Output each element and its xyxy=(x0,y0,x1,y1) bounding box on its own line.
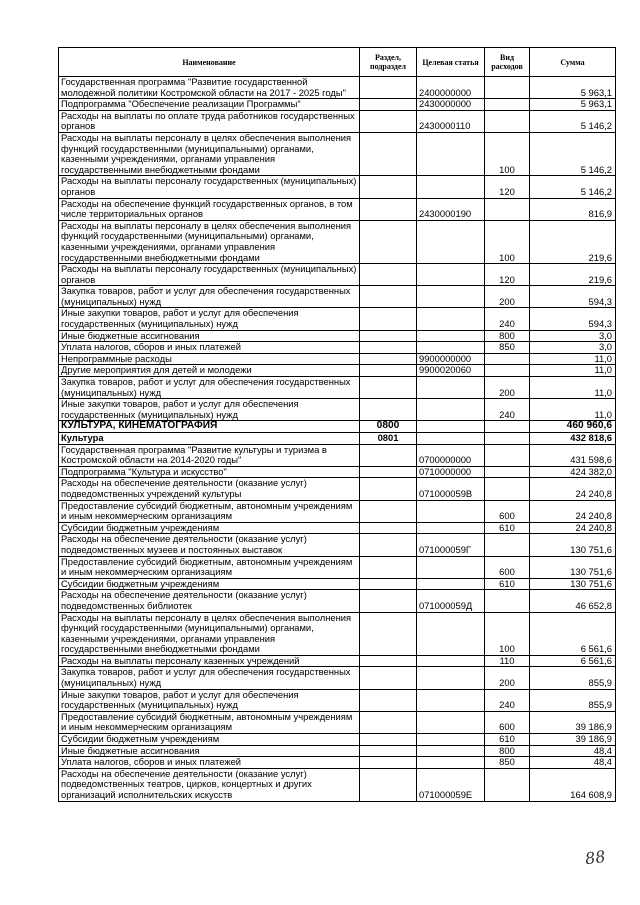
row-section-cell xyxy=(360,176,417,198)
row-sum-cell: 424 382,0 xyxy=(530,466,616,478)
row-sum-cell: 39 186,9 xyxy=(530,711,616,733)
row-target-cell xyxy=(417,264,485,286)
table-row xyxy=(59,556,616,578)
row-section-cell xyxy=(360,689,417,711)
row-name-cell: Предоставление субсидий бюджетным, автономным учреждениям и иным некоммерческим организациям xyxy=(59,711,360,733)
row-type-cell xyxy=(485,198,530,220)
row-type-cell: 800 xyxy=(485,330,530,342)
row-type-cell: 240 xyxy=(485,689,530,711)
row-target-cell: 9900020060 xyxy=(417,365,485,377)
row-type-cell xyxy=(485,768,530,801)
table-row xyxy=(59,342,616,354)
row-section-cell xyxy=(360,612,417,655)
row-name-cell: КУЛЬТУРА, КИНЕМАТОГРАФИЯ xyxy=(59,421,360,433)
row-section-cell xyxy=(360,655,417,667)
row-sum-cell: 130 751,6 xyxy=(530,556,616,578)
row-name-cell: Расходы на выплаты персоналу государственных (муниципальных) органов xyxy=(59,176,360,198)
row-name-cell: Закупка товаров, работ и услуг для обеспечения государственных (муниципальных) нужд xyxy=(59,286,360,308)
row-type-cell xyxy=(485,433,530,445)
row-type-cell: 800 xyxy=(485,745,530,757)
row-type-cell: 600 xyxy=(485,711,530,733)
row-sum-cell: 5 146,2 xyxy=(530,176,616,198)
row-sum-cell: 816,9 xyxy=(530,198,616,220)
row-section-cell xyxy=(360,99,417,111)
row-sum-cell: 594,3 xyxy=(530,286,616,308)
row-sum-cell: 3,0 xyxy=(530,330,616,342)
page-number: 88 xyxy=(583,846,607,869)
row-name-cell: Закупка товаров, работ и услуг для обеспечения государственных (муниципальных) нужд xyxy=(59,667,360,689)
row-section-cell xyxy=(360,220,417,263)
row-type-cell xyxy=(485,466,530,478)
row-sum-cell: 219,6 xyxy=(530,220,616,263)
row-target-cell: 0710000000 xyxy=(417,466,485,478)
row-name-cell: Расходы на обеспечение деятельности (оказание услуг) подведомственных библиотек xyxy=(59,590,360,612)
table-row xyxy=(59,353,616,365)
row-section-cell xyxy=(360,377,417,399)
table-row xyxy=(59,198,616,220)
row-target-cell: 2430000110 xyxy=(417,110,485,132)
header-section: Раздел, подраздел xyxy=(360,48,417,77)
row-target-cell: 071000059В xyxy=(417,478,485,500)
row-sum-cell: 219,6 xyxy=(530,264,616,286)
row-target-cell: 071000059Г xyxy=(417,534,485,556)
row-type-cell: 110 xyxy=(485,655,530,667)
row-sum-cell: 6 561,6 xyxy=(530,612,616,655)
row-section-cell xyxy=(360,534,417,556)
row-section-cell xyxy=(360,110,417,132)
row-section-cell xyxy=(360,353,417,365)
row-section-cell xyxy=(360,522,417,534)
row-target-cell xyxy=(417,220,485,263)
row-type-cell xyxy=(485,534,530,556)
row-section-cell xyxy=(360,757,417,769)
row-sum-cell: 5 963,1 xyxy=(530,99,616,111)
table-header-row xyxy=(59,48,616,77)
row-type-cell xyxy=(485,421,530,433)
row-target-cell xyxy=(417,734,485,746)
row-name-cell: Расходы на выплаты персоналу государственных (муниципальных) органов xyxy=(59,264,360,286)
header-type: Вид расходов xyxy=(485,48,530,77)
row-type-cell: 100 xyxy=(485,612,530,655)
row-name-cell: Уплата налогов, сборов и иных платежей xyxy=(59,342,360,354)
row-type-cell: 120 xyxy=(485,264,530,286)
table-row xyxy=(59,522,616,534)
row-sum-cell: 48,4 xyxy=(530,745,616,757)
row-target-cell: 9900000000 xyxy=(417,353,485,365)
row-sum-cell: 5 146,2 xyxy=(530,132,616,175)
table-row xyxy=(59,308,616,330)
row-sum-cell: 39 186,9 xyxy=(530,734,616,746)
row-type-cell xyxy=(485,77,530,99)
row-section-cell xyxy=(360,365,417,377)
row-sum-cell: 11,0 xyxy=(530,353,616,365)
row-name-cell: Предоставление субсидий бюджетным, автономным учреждениям и иным некоммерческим организациям xyxy=(59,500,360,522)
row-type-cell: 610 xyxy=(485,578,530,590)
row-type-cell xyxy=(485,590,530,612)
row-target-cell xyxy=(417,500,485,522)
row-section-cell xyxy=(360,466,417,478)
row-name-cell: Иные закупки товаров, работ и услуг для обеспечения государственных (муниципальных) нужд xyxy=(59,689,360,711)
row-name-cell: Культура xyxy=(59,433,360,445)
row-name-cell: Расходы на обеспечение деятельности (оказание услуг) подведомственных театров, цирков, концертных и других организаций исполнительских искусств xyxy=(59,768,360,801)
row-sum-cell: 11,0 xyxy=(530,365,616,377)
row-sum-cell: 6 561,6 xyxy=(530,655,616,667)
row-section-cell xyxy=(360,132,417,175)
row-type-cell xyxy=(485,365,530,377)
row-target-cell xyxy=(417,286,485,308)
row-section-cell xyxy=(360,556,417,578)
table-row xyxy=(59,220,616,263)
row-sum-cell: 11,0 xyxy=(530,377,616,399)
table-row xyxy=(59,655,616,667)
row-name-cell: Расходы на выплаты персоналу в целях обеспечения выполнения функций государственными (муниципальными) органами, казенными учреждениями, органами управления государственными внебюджетными фондами xyxy=(59,612,360,655)
row-type-cell: 240 xyxy=(485,308,530,330)
row-sum-cell: 594,3 xyxy=(530,308,616,330)
row-section-cell xyxy=(360,77,417,99)
row-target-cell xyxy=(417,689,485,711)
row-sum-cell: 24 240,8 xyxy=(530,500,616,522)
row-name-cell: Расходы на выплаты персоналу в целях обеспечения выполнения функций государственными (муниципальными) органами, казенными учреждениями, органами управления государственными внебюджетными фондами xyxy=(59,132,360,175)
row-type-cell xyxy=(485,444,530,466)
row-type-cell: 200 xyxy=(485,667,530,689)
table-row xyxy=(59,421,616,433)
row-sum-cell: 46 652,8 xyxy=(530,590,616,612)
table-row xyxy=(59,578,616,590)
row-sum-cell: 11,0 xyxy=(530,399,616,421)
table-row xyxy=(59,399,616,421)
row-section-cell xyxy=(360,578,417,590)
row-sum-cell: 855,9 xyxy=(530,689,616,711)
row-target-cell xyxy=(417,342,485,354)
table-row xyxy=(59,534,616,556)
table-row xyxy=(59,444,616,466)
row-section-cell xyxy=(360,198,417,220)
row-section-cell xyxy=(360,478,417,500)
table-row xyxy=(59,110,616,132)
row-type-cell: 850 xyxy=(485,757,530,769)
header-name: Наименование xyxy=(59,48,360,77)
row-sum-cell: 432 818,6 xyxy=(530,433,616,445)
row-name-cell: Расходы на обеспечение деятельности (оказание услуг) подведомственных музеев и постоянных выставок xyxy=(59,534,360,556)
table-row xyxy=(59,590,616,612)
table-row xyxy=(59,745,616,757)
row-name-cell: Государственная программа "Развитие культуры и туризма в Костромской области на 2014-2020 годы" xyxy=(59,444,360,466)
row-section-cell xyxy=(360,734,417,746)
row-section-cell xyxy=(360,342,417,354)
table-row xyxy=(59,433,616,445)
row-target-cell xyxy=(417,330,485,342)
row-section-cell xyxy=(360,399,417,421)
row-target-cell: 2400000000 xyxy=(417,77,485,99)
row-type-cell: 200 xyxy=(485,377,530,399)
row-section-cell xyxy=(360,286,417,308)
row-section-cell xyxy=(360,308,417,330)
table-row xyxy=(59,132,616,175)
row-name-cell: Расходы на выплаты персоналу в целях обеспечения выполнения функций государственными (муниципальными) органами, казенными учреждениями, органами управления государственными внебюджетными фондами xyxy=(59,220,360,263)
row-sum-cell: 5 963,1 xyxy=(530,77,616,99)
row-section-cell: 0801 xyxy=(360,433,417,445)
table-row xyxy=(59,176,616,198)
row-name-cell: Иные закупки товаров, работ и услуг для обеспечения государственных (муниципальных) нужд xyxy=(59,399,360,421)
row-target-cell: 071000059Д xyxy=(417,590,485,612)
table-row xyxy=(59,768,616,801)
header-sum: Сумма xyxy=(530,48,616,77)
row-section-cell xyxy=(360,590,417,612)
row-target-cell: 2430000190 xyxy=(417,198,485,220)
row-section-cell xyxy=(360,711,417,733)
row-name-cell: Иные бюджетные ассигнования xyxy=(59,330,360,342)
row-sum-cell: 431 598,6 xyxy=(530,444,616,466)
row-name-cell: Расходы на выплаты по оплате труда работников государственных органов xyxy=(59,110,360,132)
row-type-cell: 100 xyxy=(485,132,530,175)
row-name-cell: Субсидии бюджетным учреждениям xyxy=(59,734,360,746)
row-sum-cell: 48,4 xyxy=(530,757,616,769)
row-target-cell: 2430000000 xyxy=(417,99,485,111)
table-row xyxy=(59,466,616,478)
row-type-cell xyxy=(485,110,530,132)
row-name-cell: Подпрограмма "Обеспечение реализации Программы" xyxy=(59,99,360,111)
row-sum-cell: 460 960,6 xyxy=(530,421,616,433)
table-row xyxy=(59,667,616,689)
row-name-cell: Другие мероприятия для детей и молодежи xyxy=(59,365,360,377)
table-row xyxy=(59,689,616,711)
table-row xyxy=(59,478,616,500)
row-target-cell xyxy=(417,612,485,655)
row-target-cell xyxy=(417,711,485,733)
row-target-cell xyxy=(417,667,485,689)
table-row xyxy=(59,500,616,522)
row-type-cell: 120 xyxy=(485,176,530,198)
row-type-cell: 240 xyxy=(485,399,530,421)
row-name-cell: Расходы на обеспечение функций государственных органов, в том числе территориальных органов xyxy=(59,198,360,220)
table-row xyxy=(59,286,616,308)
row-section-cell xyxy=(360,264,417,286)
row-name-cell: Уплата налогов, сборов и иных платежей xyxy=(59,757,360,769)
row-name-cell: Иные бюджетные ассигнования xyxy=(59,745,360,757)
row-name-cell: Субсидии бюджетным учреждениям xyxy=(59,522,360,534)
table-body xyxy=(59,77,616,802)
row-sum-cell: 3,0 xyxy=(530,342,616,354)
row-section-cell: 0800 xyxy=(360,421,417,433)
row-name-cell: Иные закупки товаров, работ и услуг для обеспечения государственных (муниципальных) нужд xyxy=(59,308,360,330)
row-type-cell: 200 xyxy=(485,286,530,308)
row-section-cell xyxy=(360,667,417,689)
row-target-cell xyxy=(417,745,485,757)
budget-table-sheet xyxy=(58,47,615,802)
row-sum-cell: 130 751,6 xyxy=(530,578,616,590)
row-type-cell: 600 xyxy=(485,500,530,522)
budget-table xyxy=(58,47,616,802)
row-target-cell xyxy=(417,655,485,667)
row-target-cell xyxy=(417,556,485,578)
row-type-cell: 610 xyxy=(485,522,530,534)
row-target-cell xyxy=(417,399,485,421)
table-row xyxy=(59,99,616,111)
table-row xyxy=(59,330,616,342)
row-type-cell xyxy=(485,99,530,111)
row-name-cell: Субсидии бюджетным учреждениям xyxy=(59,578,360,590)
row-target-cell xyxy=(417,421,485,433)
row-sum-cell: 24 240,8 xyxy=(530,478,616,500)
row-sum-cell: 130 751,6 xyxy=(530,534,616,556)
row-target-cell: 0700000000 xyxy=(417,444,485,466)
row-type-cell: 610 xyxy=(485,734,530,746)
row-name-cell: Непрограммные расходы xyxy=(59,353,360,365)
row-target-cell: 071000059Е xyxy=(417,768,485,801)
row-section-cell xyxy=(360,444,417,466)
table-row xyxy=(59,365,616,377)
row-type-cell: 850 xyxy=(485,342,530,354)
row-name-cell: Закупка товаров, работ и услуг для обеспечения государственных (муниципальных) нужд xyxy=(59,377,360,399)
row-name-cell: Государственная программа "Развитие государственной молодежной политики Костромской области на 2017 - 2025 годы" xyxy=(59,77,360,99)
row-target-cell xyxy=(417,308,485,330)
table-row xyxy=(59,734,616,746)
table-row xyxy=(59,757,616,769)
row-name-cell: Подпрограмма "Культура и искусство" xyxy=(59,466,360,478)
row-target-cell xyxy=(417,377,485,399)
row-sum-cell: 24 240,8 xyxy=(530,522,616,534)
row-target-cell xyxy=(417,433,485,445)
row-section-cell xyxy=(360,330,417,342)
row-type-cell xyxy=(485,478,530,500)
row-target-cell xyxy=(417,522,485,534)
row-target-cell xyxy=(417,176,485,198)
row-type-cell: 100 xyxy=(485,220,530,263)
row-sum-cell: 855,9 xyxy=(530,667,616,689)
header-target: Целевая статья xyxy=(417,48,485,77)
row-type-cell xyxy=(485,353,530,365)
row-name-cell: Расходы на обеспечение деятельности (оказание услуг) подведомственных учреждений культуры xyxy=(59,478,360,500)
row-name-cell: Расходы на выплаты персоналу казенных учреждений xyxy=(59,655,360,667)
row-target-cell xyxy=(417,132,485,175)
table-row xyxy=(59,612,616,655)
row-target-cell xyxy=(417,757,485,769)
row-section-cell xyxy=(360,500,417,522)
row-section-cell xyxy=(360,745,417,757)
table-row xyxy=(59,377,616,399)
row-target-cell xyxy=(417,578,485,590)
row-sum-cell: 164 608,9 xyxy=(530,768,616,801)
table-row xyxy=(59,264,616,286)
row-name-cell: Предоставление субсидий бюджетным, автономным учреждениям и иным некоммерческим организациям xyxy=(59,556,360,578)
row-type-cell: 600 xyxy=(485,556,530,578)
row-section-cell xyxy=(360,768,417,801)
table-row xyxy=(59,77,616,99)
row-sum-cell: 5 146,2 xyxy=(530,110,616,132)
table-row xyxy=(59,711,616,733)
